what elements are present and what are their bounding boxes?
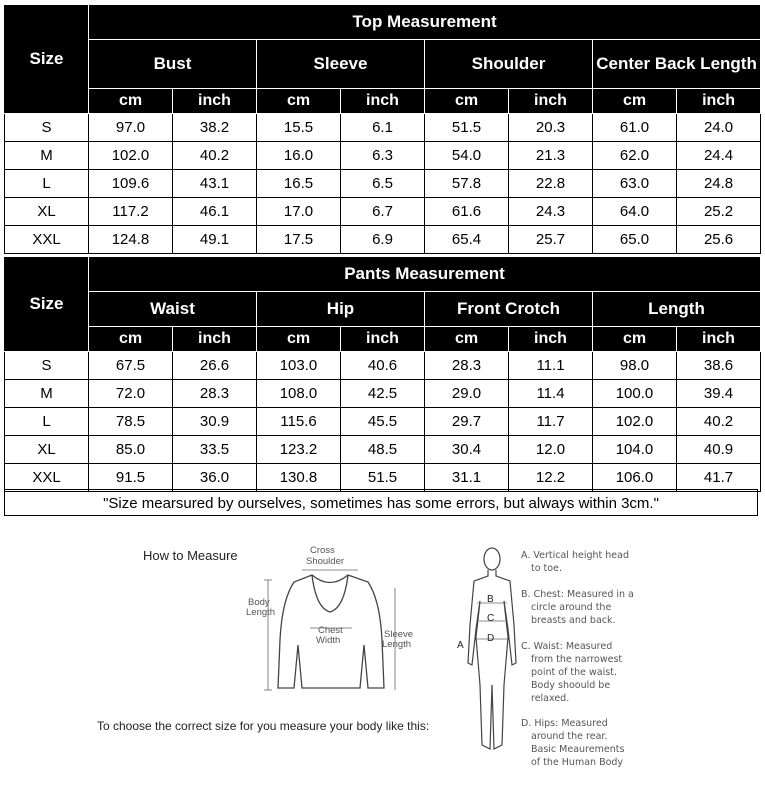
value-cell: 65.4 (425, 226, 509, 254)
value-cell: 6.7 (341, 198, 425, 226)
value-cell: 57.8 (425, 170, 509, 198)
chest-width-label-1: Chest (318, 625, 343, 636)
body-length-label-1: Body (248, 597, 270, 608)
value-cell: 26.6 (173, 352, 257, 380)
table-row (5, 352, 761, 380)
table-row (5, 226, 761, 254)
measurement-note: "Size mearsured by ourselves, sometimes has some errors, but always within 3cm." (4, 489, 758, 516)
value-cell: 102.0 (89, 142, 173, 170)
value-cell: 29.0 (425, 380, 509, 408)
value-cell: 40.2 (677, 408, 761, 436)
value-cell: 85.0 (89, 436, 173, 464)
value-cell: 54.0 (425, 142, 509, 170)
value-cell: 12.2 (509, 464, 593, 492)
value-cell: 45.5 (341, 408, 425, 436)
size-header: Size (5, 5, 89, 114)
size-cell: M (5, 380, 89, 408)
value-cell: 64.0 (593, 198, 677, 226)
figure-letter-b: B (487, 594, 494, 605)
value-cell: 67.5 (89, 352, 173, 380)
chest-width-label-2: Width (316, 635, 341, 646)
sleeve-length-label-2: Length (382, 639, 412, 650)
value-cell: 106.0 (593, 464, 677, 492)
unit-header: cm (257, 89, 341, 114)
unit-header: cm (425, 89, 509, 114)
top-measurement-table (4, 4, 761, 254)
value-cell: 36.0 (173, 464, 257, 492)
value-cell: 78.5 (89, 408, 173, 436)
group-header-bust: Bust (89, 40, 257, 89)
value-cell: 100.0 (593, 380, 677, 408)
size-cell: S (5, 114, 89, 142)
value-cell: 109.6 (89, 170, 173, 198)
table-row (5, 436, 761, 464)
value-cell: 30.9 (173, 408, 257, 436)
size-cell: M (5, 142, 89, 170)
value-cell: 108.0 (257, 380, 341, 408)
value-cell: 72.0 (89, 380, 173, 408)
top-measurement-title: Top Measurement (89, 5, 761, 40)
cross-shoulder-label-2: Shoulder (306, 556, 345, 567)
size-cell: XXL (5, 226, 89, 254)
value-cell: 24.8 (677, 170, 761, 198)
value-cell: 98.0 (593, 352, 677, 380)
size-header: Size (5, 257, 89, 352)
value-cell: 11.1 (509, 352, 593, 380)
body-figure (462, 545, 522, 765)
legend-b: B. Chest: Measured in a circle around the breasts and back. (521, 589, 634, 626)
how-to-measure-heading: How to Measure (143, 548, 238, 563)
table-row (5, 142, 761, 170)
value-cell: 51.5 (341, 464, 425, 492)
figure-letter-c: C (487, 613, 495, 624)
group-header-hip: Hip (257, 292, 425, 327)
value-cell: 124.8 (89, 226, 173, 254)
group-header-length: Length (593, 292, 761, 327)
value-cell: 38.6 (677, 352, 761, 380)
table-row (5, 198, 761, 226)
value-cell: 33.5 (173, 436, 257, 464)
size-cell: XXL (5, 464, 89, 492)
value-cell: 40.9 (677, 436, 761, 464)
value-cell: 11.7 (509, 408, 593, 436)
value-cell: 115.6 (257, 408, 341, 436)
value-cell: 43.1 (173, 170, 257, 198)
unit-header: inch (341, 327, 425, 352)
unit-header: inch (509, 327, 593, 352)
value-cell: 91.5 (89, 464, 173, 492)
value-cell: 61.6 (425, 198, 509, 226)
value-cell: 12.0 (509, 436, 593, 464)
legend-d: D. Hips: Measured around the rear. Basic Meaurements of the Human Body (521, 718, 625, 768)
value-cell: 39.4 (677, 380, 761, 408)
sleeve-length-label-1: Sleeve (384, 629, 414, 640)
value-cell: 11.4 (509, 380, 593, 408)
unit-header: inch (509, 89, 593, 114)
unit-header: inch (173, 89, 257, 114)
value-cell: 24.0 (677, 114, 761, 142)
unit-header: inch (677, 89, 761, 114)
table-row (5, 380, 761, 408)
unit-header: cm (89, 89, 173, 114)
group-header-sleeve: Sleeve (257, 40, 425, 89)
value-cell: 49.1 (173, 226, 257, 254)
value-cell: 29.7 (425, 408, 509, 436)
table-row (5, 464, 761, 492)
value-cell: 17.0 (257, 198, 341, 226)
unit-header: inch (677, 327, 761, 352)
unit-header: cm (425, 327, 509, 352)
value-cell: 22.8 (509, 170, 593, 198)
value-cell: 25.2 (677, 198, 761, 226)
unit-header: inch (173, 327, 257, 352)
value-cell: 65.0 (593, 226, 677, 254)
unit-header: inch (341, 89, 425, 114)
value-cell: 61.0 (593, 114, 677, 142)
figure-letter-a: A (457, 640, 464, 651)
legend-c: C. Waist: Measured from the narrowest point of the waist. Body shoould be relaxed. (521, 641, 623, 704)
table-row (5, 170, 761, 198)
table-row (5, 408, 761, 436)
value-cell: 42.5 (341, 380, 425, 408)
value-cell: 21.3 (509, 142, 593, 170)
value-cell: 6.1 (341, 114, 425, 142)
value-cell: 17.5 (257, 226, 341, 254)
pants-measurement-title: Pants Measurement (89, 257, 761, 292)
value-cell: 16.0 (257, 142, 341, 170)
value-cell: 6.9 (341, 226, 425, 254)
value-cell: 123.2 (257, 436, 341, 464)
pants-measurement-table (4, 256, 761, 492)
value-cell: 24.3 (509, 198, 593, 226)
value-cell: 62.0 (593, 142, 677, 170)
value-cell: 63.0 (593, 170, 677, 198)
value-cell: 28.3 (173, 380, 257, 408)
value-cell: 40.2 (173, 142, 257, 170)
value-cell: 130.8 (257, 464, 341, 492)
value-cell: 48.5 (341, 436, 425, 464)
value-cell: 20.3 (509, 114, 593, 142)
value-cell: 28.3 (425, 352, 509, 380)
group-header-shoulder: Shoulder (425, 40, 593, 89)
value-cell: 104.0 (593, 436, 677, 464)
value-cell: 97.0 (89, 114, 173, 142)
value-cell: 24.4 (677, 142, 761, 170)
value-cell: 15.5 (257, 114, 341, 142)
unit-header: cm (257, 327, 341, 352)
value-cell: 102.0 (593, 408, 677, 436)
value-cell: 6.5 (341, 170, 425, 198)
group-header-front-crotch: Front Crotch (425, 292, 593, 327)
value-cell: 30.4 (425, 436, 509, 464)
size-cell: L (5, 170, 89, 198)
value-cell: 117.2 (89, 198, 173, 226)
value-cell: 46.1 (173, 198, 257, 226)
value-cell: 31.1 (425, 464, 509, 492)
unit-header: cm (593, 327, 677, 352)
body-length-label-2: Length (246, 607, 276, 618)
group-header-waist: Waist (89, 292, 257, 327)
value-cell: 41.7 (677, 464, 761, 492)
cross-shoulder-label-1: Cross (310, 545, 335, 556)
legend-a: A. Vertical height head to toe. (521, 550, 629, 574)
size-cell: S (5, 352, 89, 380)
figure-letter-d: D (487, 633, 495, 644)
size-cell: XL (5, 198, 89, 226)
size-cell: L (5, 408, 89, 436)
sweater-diagram (260, 560, 420, 710)
value-cell: 103.0 (257, 352, 341, 380)
value-cell: 6.3 (341, 142, 425, 170)
value-cell: 51.5 (425, 114, 509, 142)
group-header-center-back-length: Center Back Length (593, 40, 761, 89)
value-cell: 25.6 (677, 226, 761, 254)
value-cell: 25.7 (509, 226, 593, 254)
table-row (5, 114, 761, 142)
value-cell: 38.2 (173, 114, 257, 142)
unit-header: cm (593, 89, 677, 114)
size-cell: XL (5, 436, 89, 464)
how-to-instruction: To choose the correct size for you measure your body like this: (97, 719, 430, 733)
value-cell: 16.5 (257, 170, 341, 198)
unit-header: cm (89, 327, 173, 352)
value-cell: 40.6 (341, 352, 425, 380)
